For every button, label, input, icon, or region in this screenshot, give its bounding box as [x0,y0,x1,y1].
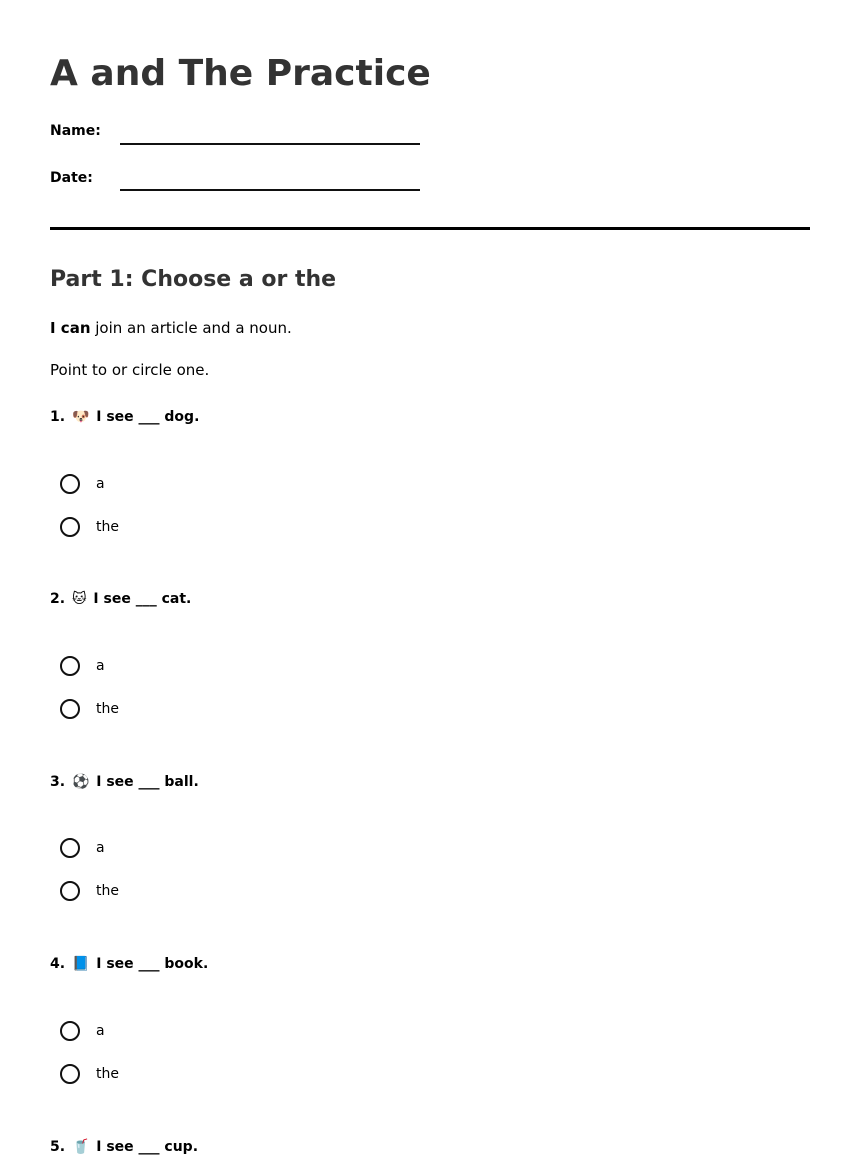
option-the[interactable] [60,697,119,721]
i-can-statement [50,317,292,339]
part1-title: Part 1: Choose a or the [50,267,337,292]
section-divider [50,227,810,230]
option-label: a [96,840,105,856]
option-label: the [96,519,119,535]
question-prompt [50,589,191,609]
question-number: 4. [50,956,66,972]
radio-button[interactable] [60,838,80,858]
worksheet-title: A and The Practice [50,53,431,94]
i-can-bold: I can [50,319,91,337]
name-field-line[interactable] [120,143,420,145]
question-number: 3. [50,774,66,790]
option-the[interactable] [60,1062,119,1086]
radio-button[interactable] [60,474,80,494]
option-label: the [96,883,119,899]
question-text: I see ___ cup. [96,1139,199,1155]
radio-button[interactable] [60,1021,80,1041]
soccer-ball-icon: ⚽ [71,774,90,790]
book-icon: 📘 [71,956,90,972]
option-the[interactable] [60,879,119,903]
question-number: 1. [50,409,66,425]
radio-button[interactable] [60,881,80,901]
question-number: 5. [50,1139,66,1155]
question-text: I see ___ ball. [96,774,199,790]
question-prompt [50,407,199,427]
radio-button[interactable] [60,699,80,719]
option-a[interactable] [60,1019,105,1043]
question-prompt [50,1137,198,1157]
cup-icon: 🥤 [71,1139,90,1155]
question-text: I see ___ dog. [96,409,200,425]
option-a[interactable] [60,836,105,860]
option-label: the [96,1066,119,1082]
option-a[interactable] [60,472,105,496]
option-label: a [96,1023,105,1039]
dog-icon: 🐶 [71,409,90,425]
instruction-text: Point to or circle one. [50,361,210,379]
option-label: a [96,658,105,674]
option-label: a [96,476,105,492]
option-a[interactable] [60,654,105,678]
radio-button[interactable] [60,1064,80,1084]
question-number: 2. [50,591,66,607]
cat-icon: 🐱 [71,591,87,607]
question-prompt [50,772,199,792]
date-label: Date: [50,170,93,186]
date-field-line[interactable] [120,189,420,191]
name-label: Name: [50,123,101,139]
i-can-rest: join an article and a noun. [90,319,292,337]
radio-button[interactable] [60,656,80,676]
radio-button[interactable] [60,517,80,537]
question-text: I see ___ cat. [93,591,192,607]
option-label: the [96,701,119,717]
question-text: I see ___ book. [96,956,209,972]
question-prompt [50,954,208,974]
option-the[interactable] [60,515,119,539]
